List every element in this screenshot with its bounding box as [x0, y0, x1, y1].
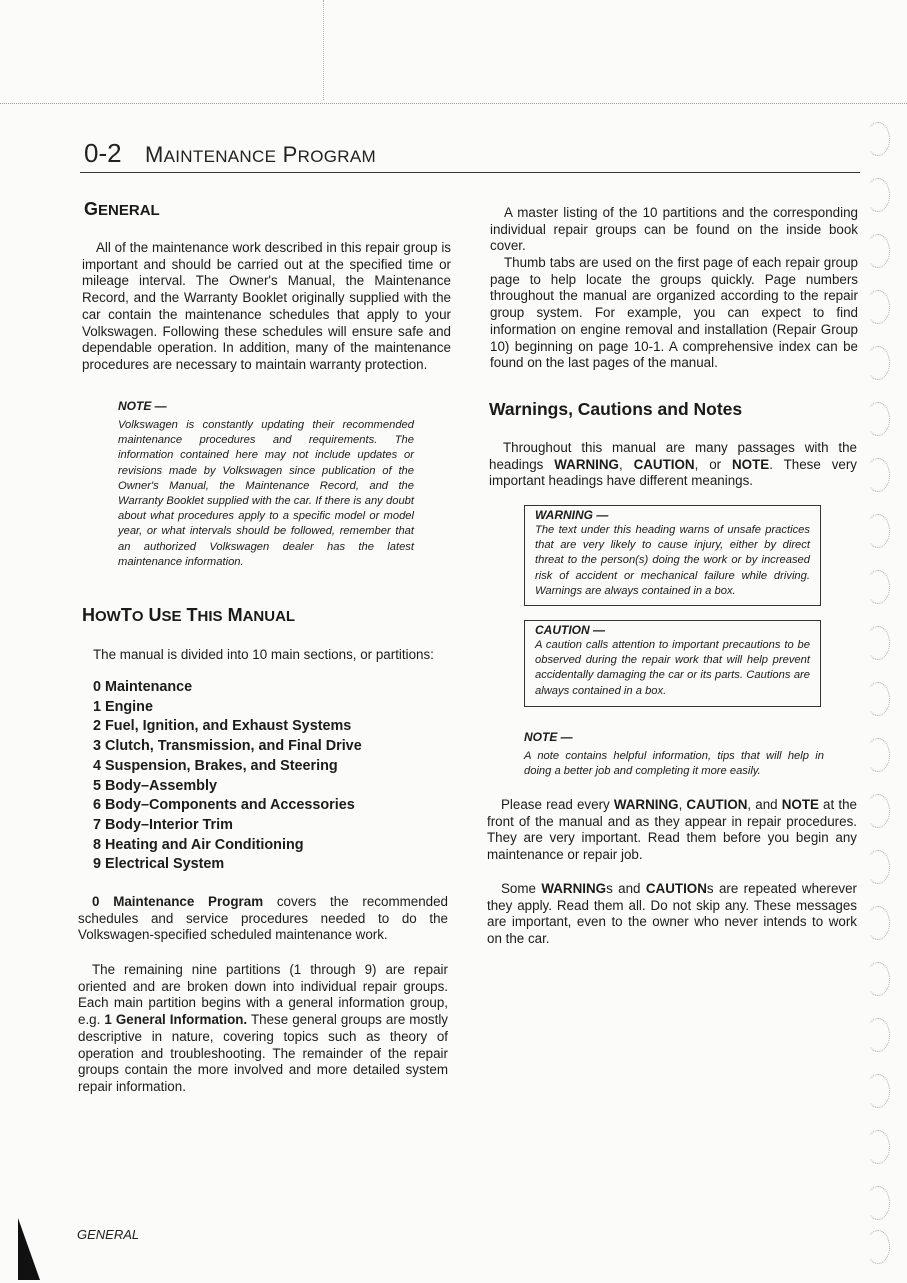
thumb-tabs-paragraph: Thumb tabs are used on the first page of each repair group page to help locate the groups quickly. Page numbers throughout the manual are organized according to the repair group system. For example, you can expect to find information on engine removal and installation (Repair Group 10) beginning on page 10-1. A comprehensive index can be found on the last pages of the manual. — [490, 255, 858, 371]
footer-section-name: GENERAL — [77, 1227, 140, 1242]
page-number: 0-2 — [84, 138, 122, 168]
partition-item: 0 Maintenance — [93, 679, 193, 695]
warning-box — [524, 505, 821, 606]
general-note-text: Volkswagen is constantly updating their recommended maintenance procedures and requirements. The information contained here may not include updates or revisions made by Volkswagen since publication of the Owner's Manual, the Maintenance Record, and the Warranty Booklet supplied with the car. If there is any doubt about what procedures apply to a specific model or model year, or what intervals should be followed, remember that an authorized Volkswagen dealer has the latest maintenance information. — [118, 419, 414, 568]
maintenance-program-paragraph: 0 Maintenance Program covers the recommended schedules and service procedures needed to do the Volkswagen-specified scheduled maintenance work. — [78, 894, 448, 943]
thumb-tab-mark — [866, 178, 890, 212]
caution-label: CAUTION — — [535, 623, 605, 637]
page-corner-mark — [18, 1218, 40, 1280]
thumb-tab-mark — [866, 738, 890, 772]
thumb-tab-mark — [866, 122, 890, 156]
thumb-tab-mark — [866, 1018, 890, 1052]
thumb-tab-mark — [866, 458, 890, 492]
general-heading: GENERAL — [84, 199, 160, 219]
thumb-tab-mark — [866, 346, 890, 380]
how-to-heading: HOWTO USE THIS MANUAL — [82, 605, 296, 625]
scan-edge-line — [0, 103, 907, 104]
repeated-warnings-paragraph: Some WARNINGs and CAUTIONs are repeated wherever they apply. Read them all. Do not skip any. These messages are important, even to the owner who never intends to work on the car. — [487, 881, 857, 947]
partition-item: 8 Heating and Air Conditioning — [93, 836, 304, 853]
thumb-tab-mark — [866, 850, 890, 884]
warnings-heading: Warnings, Cautions and Notes — [489, 399, 743, 419]
header-rule — [80, 172, 860, 173]
warning-text: The text under this heading warns of unsafe practices that are very likely to cause injury, either by direct threat to the person(s) doing the work or by increased risk of accident or mechanical failure while driving. Warnings are always contained in a box. — [535, 524, 810, 597]
thumb-tab-mark — [866, 1130, 890, 1164]
partition-list — [93, 678, 433, 875]
thumb-tab-mark — [866, 514, 890, 548]
scan-fold-line — [323, 0, 324, 100]
caution-text: A caution calls attention to important precautions to be observed during the repair work that will help prevent accidentally damaging the car or its parts. Cautions are always contained in a box. — [535, 639, 810, 697]
partition-item: 3 Clutch, Transmission, and Final Drive — [93, 738, 362, 755]
note-text: A note contains helpful information, tips that will help in doing a better job and completing it more easily. — [524, 750, 824, 778]
thumb-tab-mark — [866, 402, 890, 436]
remaining-partitions-paragraph: The remaining nine partitions (1 through 9) are repair oriented and are broken down into individual repair groups. Each main partition begins with a general information group, e.g. 1 General Information. These general groups are mostly descriptive in nature, covering topics such as theory of operation and troubleshooting. The remainder of the repair groups contain the more involved and more detailed system repair information. — [78, 962, 448, 1094]
please-read-paragraph: Please read every WARNING, CAUTION, and NOTE at the front of the manual and as they appear in repair procedures. They are very important. Read them before you begin any maintenance or repair job. — [487, 797, 857, 863]
partition-item: 9 Electrical System — [93, 856, 225, 873]
warnings-intro: Throughout this manual are many passages with the headings WARNING, CAUTION, or NOTE. These very important headings have different meanings. — [489, 440, 857, 489]
thumb-tab-mark — [866, 1230, 890, 1264]
partition-item: 6 Body–Components and Accessories — [93, 797, 355, 814]
thumb-tab-mark — [866, 962, 890, 996]
master-listing-paragraph: A master listing of the 10 partitions and the corresponding individual repair groups can be found on the inside book cover. — [490, 205, 858, 254]
thumb-tab-mark — [866, 570, 890, 604]
partition-item: 5 Body–Assembly — [93, 777, 217, 794]
thumb-tab-mark — [866, 1074, 890, 1108]
thumb-tab-mark — [866, 626, 890, 660]
partition-item: 7 Body–Interior Trim — [93, 816, 233, 833]
thumb-tab-mark — [866, 794, 890, 828]
thumb-tab-mark — [866, 682, 890, 716]
partition-item: 1 Engine — [93, 698, 153, 715]
partition-item: 4 Suspension, Brakes, and Steering — [93, 757, 338, 774]
page-title: MAINTENANCE PROGRAM — [145, 142, 376, 167]
thumb-tab-mark — [866, 290, 890, 324]
warning-label: WARNING — — [535, 508, 609, 522]
general-paragraph: All of the maintenance work described in this repair group is important and should be carried out at the specified time or mileage interval. The Owner's Manual, the Maintenance Record, and the Warranty Booklet originally supplied with the car contain the maintenance schedules that apply to your Volkswagen. Following these schedules will ensure safe and dependable operation. In addition, many of the maintenance procedures are necessary to maintain warranty protection. — [82, 240, 451, 372]
note-label: NOTE — — [524, 730, 573, 744]
thumb-tab-mark — [866, 234, 890, 268]
thumb-tab-mark — [866, 1186, 890, 1220]
general-note-label: NOTE — — [118, 399, 167, 413]
thumb-tab-mark — [866, 906, 890, 940]
how-to-intro: The manual is divided into 10 main sections, or partitions: — [93, 647, 434, 662]
partition-item: 2 Fuel, Ignition, and Exhaust Systems — [93, 718, 352, 735]
caution-box — [524, 620, 821, 707]
